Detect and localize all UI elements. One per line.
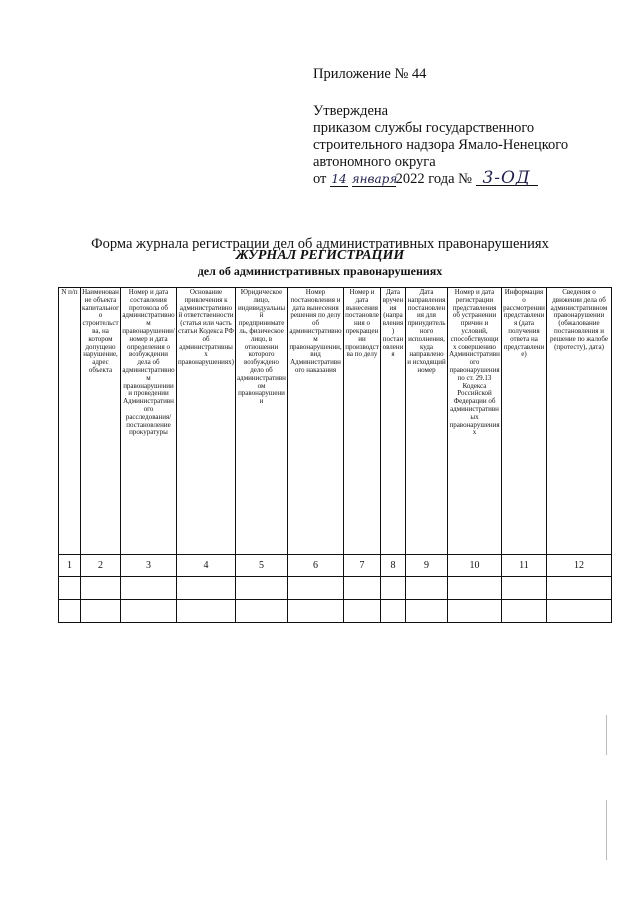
empty-cell (344, 576, 381, 599)
header-cell: Номер и дата регистрации представления об устранении причин и условий, способствующих совершению Административного правонарушения по ст. 29.13 Кодекса Российской Федерации об административных правонарушениях (448, 288, 502, 555)
empty-cell (344, 599, 381, 622)
header-row (59, 288, 612, 555)
column-number: 8 (381, 555, 406, 576)
empty-cell (381, 599, 406, 622)
form-title: Форма журнала регистрации дел об административных правонарушениях (91, 236, 549, 252)
header-cell: Номер и дата составления протокола об административном правонарушении/номер и дата определения о возбуждении дела об административном правонарушении и проведении Административного расследования/постановление прокуратуры (121, 288, 177, 555)
journal-table (58, 287, 612, 623)
empty-cell (547, 599, 612, 622)
empty-cell (406, 576, 448, 599)
empty-cell (177, 576, 236, 599)
journal-subtitle: дел об административных правонарушениях (197, 264, 443, 278)
empty-cell (59, 576, 81, 599)
column-number: 11 (502, 555, 547, 576)
empty-cell (121, 599, 177, 622)
header-cell: Информация о рассмотрении представления (дата получения ответа на представление) (502, 288, 547, 555)
empty-cell (502, 599, 547, 622)
empty-cell (448, 576, 502, 599)
annex-number: Приложение № 44 (313, 66, 427, 82)
column-number: 5 (236, 555, 288, 576)
approval-block (313, 66, 633, 188)
journal-title: ЖУРНАЛ РЕГИСТРАЦИИ (235, 248, 405, 263)
header-cell: Юридическое лицо, индивидуальный предприниматель, физическое лицо, в отношении которого возбуждено дело об административном правонарушении (236, 288, 288, 555)
empty-cell (81, 576, 121, 599)
empty-cell (406, 599, 448, 622)
column-number: 6 (288, 555, 344, 576)
column-number: 10 (448, 555, 502, 576)
empty-cell (448, 599, 502, 622)
order-line-3: автономного округа (313, 154, 436, 170)
column-number-row (59, 555, 612, 576)
header-cell: Наименование объекта капитального строительства, на котором допущено нарушение, адрес объекта (81, 288, 121, 555)
handwritten-order-number: 3-ОД (476, 171, 538, 186)
scan-artifact (606, 715, 607, 755)
date-year-text: 2022 года № (395, 171, 472, 187)
empty-cell (547, 576, 612, 599)
handwritten-month: января (351, 172, 398, 186)
empty-cell (121, 576, 177, 599)
empty-cell (502, 576, 547, 599)
column-number: 4 (177, 555, 236, 576)
column-number: 2 (81, 555, 121, 576)
empty-cell (177, 599, 236, 622)
header-cell: Сведения о движении дела об административном правонарушении (обжалование постановления и решение по жалобе (протесту), дата) (547, 288, 612, 555)
header-cell: N п/п (59, 288, 81, 555)
table-row (59, 576, 612, 599)
column-number: 9 (406, 555, 448, 576)
empty-cell (81, 599, 121, 622)
column-number: 3 (121, 555, 177, 576)
header-cell: Основание привлечения к административной ответственности (статья или часть статьи Кодекса РФ об административных правонарушениях) (177, 288, 236, 555)
empty-cell (236, 576, 288, 599)
header-cell: Дата направления постановления для принудительного исполнения, куда направлено и исходящий номер (406, 288, 448, 555)
date-prefix: от (313, 171, 327, 187)
scan-artifact (606, 800, 607, 860)
empty-cell (288, 599, 344, 622)
empty-cell (59, 599, 81, 622)
header-cell: Дата вручения (направления) постановления (381, 288, 406, 555)
order-date-line (313, 168, 633, 188)
order-line-2: строительного надзора Ямало-Ненецкого (313, 137, 569, 153)
column-number: 1 (59, 555, 81, 576)
handwritten-day: 14 (331, 172, 347, 186)
column-number: 7 (344, 555, 381, 576)
approved-label: Утверждена (313, 103, 389, 119)
table-row (59, 599, 612, 622)
empty-cell (236, 599, 288, 622)
header-cell: Номер постановления и дата вынесения решения по делу об административном правонарушении, вид Административного наказания (288, 288, 344, 555)
empty-cell (381, 576, 406, 599)
empty-cell (288, 576, 344, 599)
header-cell: Номер и дата вынесения постановления о прекращении производства по делу (344, 288, 381, 555)
column-number: 12 (547, 555, 612, 576)
order-line-1: приказом службы государственного (313, 120, 535, 136)
